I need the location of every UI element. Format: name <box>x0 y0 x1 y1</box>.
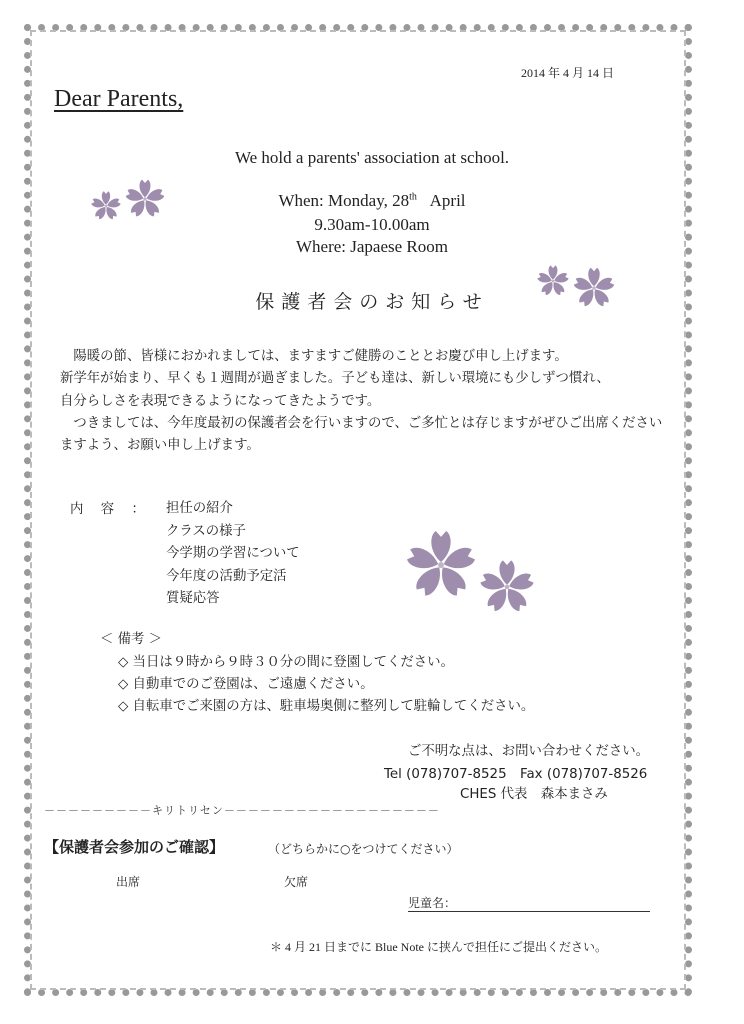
when-ordinal: th <box>409 191 417 203</box>
attend-option[interactable]: 出席 <box>116 875 141 889</box>
paragraph-line: ますよう、お願い申し上げます。 <box>60 438 260 454</box>
body-paragraph <box>60 346 662 457</box>
paragraph-line: 自分らしさを表現できるようになってきたようです。 <box>60 393 381 409</box>
when-month: April <box>429 191 466 210</box>
list-item: 今学期の学習について <box>166 546 300 561</box>
confirm-note: （どちらかに○をつけてください） <box>268 842 459 856</box>
list-item: 質疑応答 <box>166 591 220 606</box>
cherry-blossom-icon <box>478 558 536 616</box>
time-line: 9.30am-10.00am <box>314 215 430 234</box>
contents-list <box>166 498 300 611</box>
cherry-blossom-icon <box>572 266 616 310</box>
confirm-title: 【保護者会参加のご確認】 <box>44 838 225 856</box>
page-title: 保護者会のお知らせ <box>255 291 489 313</box>
cut-line: －－－－－－－－－キリトリセン－－－－－－－－－－－－－－－－－－ <box>44 804 440 817</box>
when-label: When: Monday, 28 <box>278 191 410 210</box>
notes-list <box>118 652 534 718</box>
note-item: ◇ 自動車でのご登園は、ご遠慮ください。 <box>118 677 374 692</box>
child-name-label: 児童名： <box>408 896 457 910</box>
paragraph-line: 陽暖の節、皆様におかれましては、ますますご健勝のこととお慶び申し上げます。 <box>60 349 568 364</box>
cherry-blossom-icon <box>124 178 166 220</box>
paragraph-line: つきましては、今年度最初の保護者会を行いますので、ご多忙とは存じますがぜひご出席ください <box>60 415 663 431</box>
list-item: クラスの様子 <box>166 523 246 539</box>
intro-line: We hold a parents' association at school. <box>234 148 510 167</box>
inquiry-text: ご不明な点は、お問い合わせください。 <box>408 744 650 759</box>
paragraph-line: 新学年が始まり、早くも１週間が過ぎました。子ども達は、新しい環境にも少しずつ慣れ、 <box>60 371 610 387</box>
notes-title: ＜ 備考 ＞ <box>100 632 163 647</box>
child-name-field[interactable] <box>408 894 650 912</box>
greeting: Dear Parents, <box>54 86 184 112</box>
signature: CHES 代表 森本まさみ <box>460 787 608 802</box>
contact-numbers: Tel (078)707-8525 Fax (078)707-8526 <box>384 767 648 782</box>
note-item: ◇ 当日は９時から９時３０分の間に登園してください。 <box>118 655 454 670</box>
contents-label: 内 容 ： <box>70 502 147 517</box>
absent-option[interactable]: 欠席 <box>284 875 309 889</box>
cherry-blossom-icon <box>536 264 570 298</box>
cherry-blossom-icon <box>90 190 122 222</box>
list-item: 今年度の活動予定活 <box>166 568 287 584</box>
cherry-blossom-icon <box>404 528 478 602</box>
document-date: 2014 年 4 月 14 日 <box>520 66 614 80</box>
where-line: Where: Japaese Room <box>296 237 448 256</box>
footnote: ＊ 4 月 21 日までに Blue Note に挟んで担任にご提出ください。 <box>270 940 607 954</box>
list-item: 担任の紹介 <box>166 501 233 516</box>
note-item: ◇ 自転車でご来園の方は、駐車場奥側に整列して駐輪してください。 <box>118 699 535 714</box>
